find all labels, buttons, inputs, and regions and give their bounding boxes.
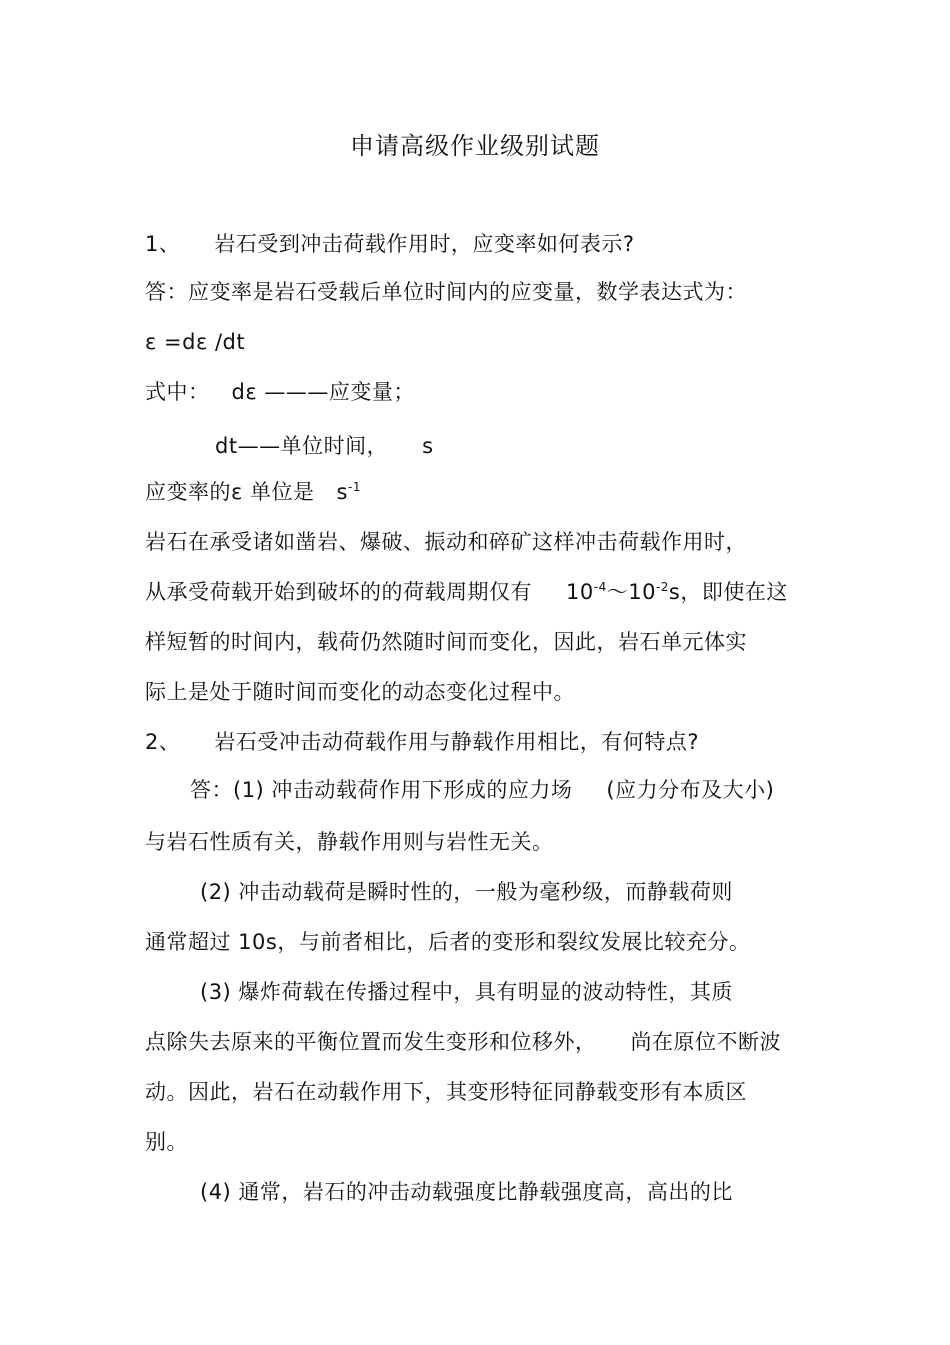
question-text: 岩石受到冲击荷载作用时，应变率如何表示? (214, 232, 635, 256)
formula: ε =dε /dt (145, 330, 246, 354)
document-title: 申请高级作业级别试题 (350, 132, 600, 160)
answer-1-intro: 答：应变率是岩石受载后单位时间内的应变量，数学表达式为： (145, 280, 747, 304)
question-number: 2、 (145, 730, 181, 754)
where-prefix: 式中： (145, 380, 210, 404)
answer-2-p2-cont: 通常超过 10s，与前者相比，后者的变形和裂纹发展比较充分。 (145, 930, 751, 954)
body-2-tail: s，即使在这 (668, 580, 788, 604)
body-3: 样短暂的时间内，载荷仍然随时间而变化，因此，岩石单元体实 (145, 630, 747, 654)
where-unit: s (422, 434, 434, 458)
p1-parenthetical: (应力分布及大小) (606, 778, 775, 802)
unit-text: 应变率的ε 单位是 (145, 480, 315, 504)
answer-2-p3: (3) 爆炸荷载在传播过程中，具有明显的波动特性，其质 (200, 980, 733, 1004)
p3-text-1: 点除失去原来的平衡位置而发生变形和位移外， (145, 1030, 597, 1054)
p3-text-2: 尚在原位不断波 (630, 1030, 781, 1054)
range-end: ～10 (606, 580, 656, 604)
unit-line (145, 478, 361, 506)
question-2 (145, 728, 699, 756)
body-1: 岩石在承受诸如凿岩、爆破、振动和碎矿这样冲击荷载作用时， (145, 530, 747, 554)
question-1 (145, 230, 635, 258)
range-end-exponent: -2 (655, 580, 669, 594)
unit-exponent: -1 (347, 480, 361, 494)
range-start-exponent: -4 (593, 580, 607, 594)
answer-2-p1-cont: 与岩石性质有关，静载作用则与岩性无关。 (145, 830, 554, 854)
body-4: 际上是处于随时间而变化的动态变化过程中。 (145, 680, 575, 704)
range-start: 10 (566, 580, 594, 604)
where-line-2 (215, 432, 434, 460)
where-definition-2: dt——单位时间， (215, 434, 389, 458)
answer-2-p4: (4) 通常，岩石的冲击动载强度比静载强度高，高出的比 (200, 1180, 733, 1204)
where-definition-1: dε ———应变量； (231, 380, 415, 404)
body-2-text: 从承受荷载开始到破坏的的荷载周期仅有 (145, 580, 532, 604)
question-text: 岩石受冲击动荷载作用与静载作用相比，有何特点? (214, 730, 700, 754)
answer-2-p3-cont-3: 别。 (145, 1130, 188, 1154)
answer-2-p1 (190, 776, 774, 804)
unit-base: s (336, 480, 348, 504)
p1-text: 答：(1) 冲击动载荷作用下形成的应力场 (190, 778, 573, 802)
where-line-1 (145, 378, 415, 406)
answer-2-p2: (2) 冲击动载荷是瞬时性的，一般为毫秒级，而静载荷则 (200, 880, 733, 904)
answer-2-p3-cont-2: 动。因此，岩石在动载作用下，其变形特征同静载变形有本质区 (145, 1080, 747, 1104)
body-2 (145, 578, 788, 606)
answer-2-p3-cont (145, 1028, 781, 1056)
question-number: 1、 (145, 232, 181, 256)
